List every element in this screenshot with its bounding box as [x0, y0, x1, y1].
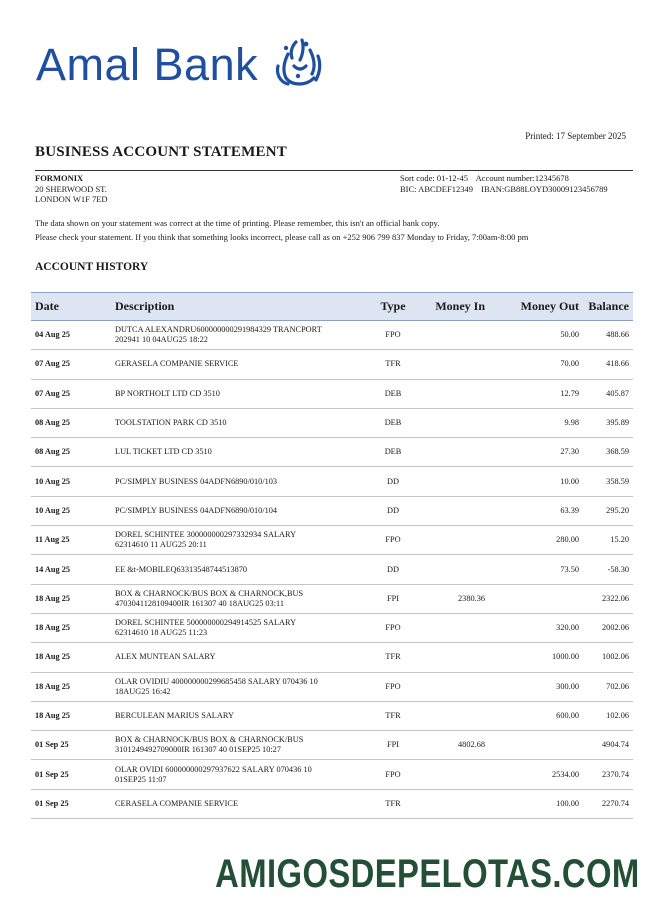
- cell-balance: 1002.06: [583, 643, 633, 672]
- cell-type: DD: [371, 467, 415, 496]
- cell-type: TFR: [371, 643, 415, 672]
- table-row: [31, 789, 633, 818]
- cell-type: TFR: [371, 789, 415, 818]
- cell-type: FPO: [371, 526, 415, 555]
- cell-description: [111, 496, 371, 525]
- description-line-1: TOOLSTATION PARK CD 3510: [115, 418, 227, 428]
- description-line-1: LUL TICKET LTD CD 3510: [115, 447, 212, 457]
- description-line-1: EE &t-MOBILEQ63313548744513870: [115, 564, 248, 574]
- table-row: [31, 760, 633, 789]
- customer-address: [35, 173, 108, 205]
- transactions-body: [31, 321, 633, 819]
- watermark-text: AMIGOSDEPELOTAS.COM: [215, 852, 640, 896]
- table-row: [31, 321, 633, 350]
- cell-date: 04 Aug 25: [31, 321, 111, 350]
- cell-money-out: 70.00: [489, 350, 583, 379]
- cell-type: FPI: [371, 584, 415, 613]
- cell-description: [111, 438, 371, 467]
- cell-type: DD: [371, 496, 415, 525]
- cell-type: FPO: [371, 760, 415, 789]
- description-line-1: PC/SIMPLY BUSINESS 04ADFN6890/010/104: [115, 505, 278, 515]
- cell-money-out: 300.00: [489, 672, 583, 701]
- description-line-1: PC/SIMPLY BUSINESS 04ADFN6890/010/103: [115, 476, 278, 486]
- iban-code: IBAN:GB88LOYD30009123456789: [481, 183, 608, 194]
- description-line-2: 62314610 11 AUG25 20:11: [115, 540, 207, 550]
- cell-description: [111, 408, 371, 437]
- cell-description: [111, 379, 371, 408]
- table-row: [31, 350, 633, 379]
- cell-money-out: 50.00: [489, 321, 583, 350]
- cell-date: 07 Aug 25: [31, 379, 111, 408]
- cell-balance: 2370.74: [583, 760, 633, 789]
- cell-date: 08 Aug 25: [31, 438, 111, 467]
- cell-money-out: 12.79: [489, 379, 583, 408]
- cell-balance: 358.59: [583, 467, 633, 496]
- cell-date: 11 Aug 25: [31, 526, 111, 555]
- bank-logo: [36, 36, 326, 92]
- cell-type: FPI: [371, 731, 415, 760]
- description-line-2: 01SEP25 11:07: [115, 774, 167, 784]
- cell-money-in: [415, 438, 489, 467]
- arabic-calligraphy-logo-icon: [266, 36, 326, 92]
- cell-date: 14 Aug 25: [31, 555, 111, 584]
- cell-date: 10 Aug 25: [31, 467, 111, 496]
- cell-type: FPO: [371, 613, 415, 642]
- column-header-date: Date: [31, 293, 111, 321]
- cell-description: [111, 672, 371, 701]
- cell-money-in: [415, 408, 489, 437]
- notice-line-1: The data shown on your statement was correct at the time of printing. Please remember, this isn't an official bank copy.: [35, 218, 440, 228]
- cell-money-in: [415, 701, 489, 730]
- cell-date: 18 Aug 25: [31, 701, 111, 730]
- cell-balance: 2002.06: [583, 613, 633, 642]
- description-line-1: BOX & CHARNOCK/BUS BOX & CHARNOCK,BUS: [115, 588, 304, 598]
- table-row: [31, 613, 633, 642]
- cell-date: 18 Aug 25: [31, 613, 111, 642]
- description-line-1: CERASELA COMPANIE SERVICE: [115, 798, 239, 808]
- table-row: [31, 526, 633, 555]
- description-line-1: OLAR OVIDI 600000000297937622 SALARY 070436 10: [115, 764, 312, 774]
- cell-money-in: [415, 672, 489, 701]
- account-number: Account number:12345678: [475, 173, 569, 183]
- title-divider: [35, 170, 633, 171]
- cell-date: 08 Aug 25: [31, 408, 111, 437]
- cell-money-in: [415, 760, 489, 789]
- description-line-1: DUTCA ALEXANDRU600000000291984329 TRANCPORT: [115, 325, 322, 335]
- cell-date: 18 Aug 25: [31, 584, 111, 613]
- printed-date: Printed: 17 September 2025: [525, 131, 626, 141]
- cell-description: [111, 555, 371, 584]
- cell-money-out: [489, 731, 583, 760]
- account-history-heading: ACCOUNT HISTORY: [35, 261, 149, 273]
- cell-balance: 2270.74: [583, 789, 633, 818]
- address-line-2: LONDON W1F 7ED: [35, 194, 108, 204]
- cell-type: FPO: [371, 672, 415, 701]
- table-row: [31, 379, 633, 408]
- cell-type: DEB: [371, 379, 415, 408]
- cell-balance: 2322.06: [583, 584, 633, 613]
- cell-money-out: 73.50: [489, 555, 583, 584]
- cell-balance: 405.87: [583, 379, 633, 408]
- cell-money-in: [415, 613, 489, 642]
- cell-description: [111, 731, 371, 760]
- cell-money-out: 320.00: [489, 613, 583, 642]
- cell-money-out: 63.39: [489, 496, 583, 525]
- table-row: [31, 672, 633, 701]
- column-header-balance: Balance: [583, 293, 633, 321]
- description-line-2: 18AUG25 16:42: [115, 686, 171, 696]
- cell-money-in: [415, 467, 489, 496]
- cell-date: 07 Aug 25: [31, 350, 111, 379]
- cell-money-in: [415, 526, 489, 555]
- company-name: FORMONIX: [35, 173, 84, 183]
- cell-balance: 102.06: [583, 701, 633, 730]
- cell-money-in: [415, 321, 489, 350]
- cell-money-out: 9.98: [489, 408, 583, 437]
- bic-code: BIC: ABCDEF12349: [400, 183, 473, 194]
- description-line-1: DOREL SCHINTEE 500000000294914525 SALARY: [115, 618, 297, 628]
- cell-money-in: [415, 643, 489, 672]
- cell-balance: 4904.74: [583, 731, 633, 760]
- cell-money-out: 10.00: [489, 467, 583, 496]
- cell-description: [111, 613, 371, 642]
- description-line-2: 3101249492709000IR 161307 40 01SEP25 10:27: [115, 745, 281, 755]
- table-row: [31, 731, 633, 760]
- cell-type: DEB: [371, 438, 415, 467]
- cell-balance: 295.20: [583, 496, 633, 525]
- cell-type: DD: [371, 555, 415, 584]
- description-line-1: OLAR OVIDIU 400000000299685458 SALARY 070436 10: [115, 676, 318, 686]
- bank-details: [400, 173, 614, 194]
- table-row: [31, 408, 633, 437]
- description-line-1: ALEX MUNTEAN SALARY: [115, 652, 216, 662]
- transactions-table: [31, 292, 633, 819]
- cell-money-out: 100.00: [489, 789, 583, 818]
- cell-money-out: 600.00: [489, 701, 583, 730]
- cell-description: [111, 789, 371, 818]
- cell-money-in: 4802.68: [415, 731, 489, 760]
- statement-notice: [35, 216, 528, 244]
- cell-description: [111, 760, 371, 789]
- table-row: [31, 467, 633, 496]
- cell-money-out: 1000.00: [489, 643, 583, 672]
- column-header-money-in: Money In: [415, 293, 489, 321]
- cell-description: [111, 526, 371, 555]
- description-line-1: GERASELA COMPANIE SERVICE: [115, 359, 239, 369]
- table-row: [31, 584, 633, 613]
- cell-description: [111, 643, 371, 672]
- cell-money-out: 27.30: [489, 438, 583, 467]
- cell-money-out: 2534.00: [489, 760, 583, 789]
- cell-money-in: [415, 350, 489, 379]
- cell-description: [111, 584, 371, 613]
- cell-money-in: 2380.36: [415, 584, 489, 613]
- cell-date: 01 Sep 25: [31, 760, 111, 789]
- cell-date: 18 Aug 25: [31, 672, 111, 701]
- table-header-row: [31, 293, 633, 321]
- cell-description: [111, 350, 371, 379]
- description-line-1: DOREL SCHINTEE 300000000297332934 SALARY: [115, 530, 297, 540]
- cell-type: TFR: [371, 701, 415, 730]
- cell-balance: 488.66: [583, 321, 633, 350]
- description-line-1: BOX & CHARNOCK/BUS BOX & CHARNOCK/BUS: [115, 735, 304, 745]
- table-row: [31, 555, 633, 584]
- cell-money-out: 280.00: [489, 526, 583, 555]
- description-line-2: 4703041128109400IR 161307 40 18AUG25 03:11: [115, 598, 285, 608]
- cell-date: 01 Sep 25: [31, 731, 111, 760]
- column-header-type: Type: [371, 293, 415, 321]
- table-row: [31, 438, 633, 467]
- description-line-1: BERCULEAN MARIUS SALARY: [115, 711, 234, 720]
- description-line-1: BP NORTHOLT LTD CD 3510: [115, 388, 220, 398]
- cell-balance: 702.06: [583, 672, 633, 701]
- cell-balance: 418.66: [583, 350, 633, 379]
- cell-money-in: [415, 555, 489, 584]
- cell-money-in: [415, 789, 489, 818]
- table-row: [31, 496, 633, 525]
- column-header-money-out: Money Out: [489, 293, 583, 321]
- cell-balance: 395.89: [583, 408, 633, 437]
- cell-balance: -58.30: [583, 555, 633, 584]
- cell-date: 10 Aug 25: [31, 496, 111, 525]
- cell-description: [111, 701, 371, 730]
- description-line-2: 62314610 18 AUG25 11:23: [115, 628, 208, 638]
- description-line-2: 202941 10 04AUG25 18:22: [115, 335, 208, 345]
- cell-balance: 15.20: [583, 526, 633, 555]
- cell-balance: 368.59: [583, 438, 633, 467]
- cell-date: 01 Sep 25: [31, 789, 111, 818]
- cell-description: [111, 321, 371, 350]
- cell-description: [111, 467, 371, 496]
- cell-type: TFR: [371, 350, 415, 379]
- table-row: [31, 701, 633, 730]
- table-row: [31, 643, 633, 672]
- cell-money-in: [415, 496, 489, 525]
- cell-type: DEB: [371, 408, 415, 437]
- cell-date: 18 Aug 25: [31, 643, 111, 672]
- address-line-1: 20 SHERWOOD ST.: [35, 183, 107, 194]
- notice-line-2: Please check your statement. If you think that something looks incorrect, please call as on +252 906 799 837 Monday to Friday, 7:00am-8:00 pm: [35, 232, 529, 242]
- bank-name: Amal Bank: [36, 38, 259, 90]
- column-header-description: Description: [111, 293, 371, 321]
- sort-code: Sort code: 01-12-45: [400, 173, 468, 183]
- cell-type: FPO: [371, 321, 415, 350]
- statement-title: BUSINESS ACCOUNT STATEMENT: [35, 144, 287, 160]
- cell-money-in: [415, 379, 489, 408]
- cell-money-out: [489, 584, 583, 613]
